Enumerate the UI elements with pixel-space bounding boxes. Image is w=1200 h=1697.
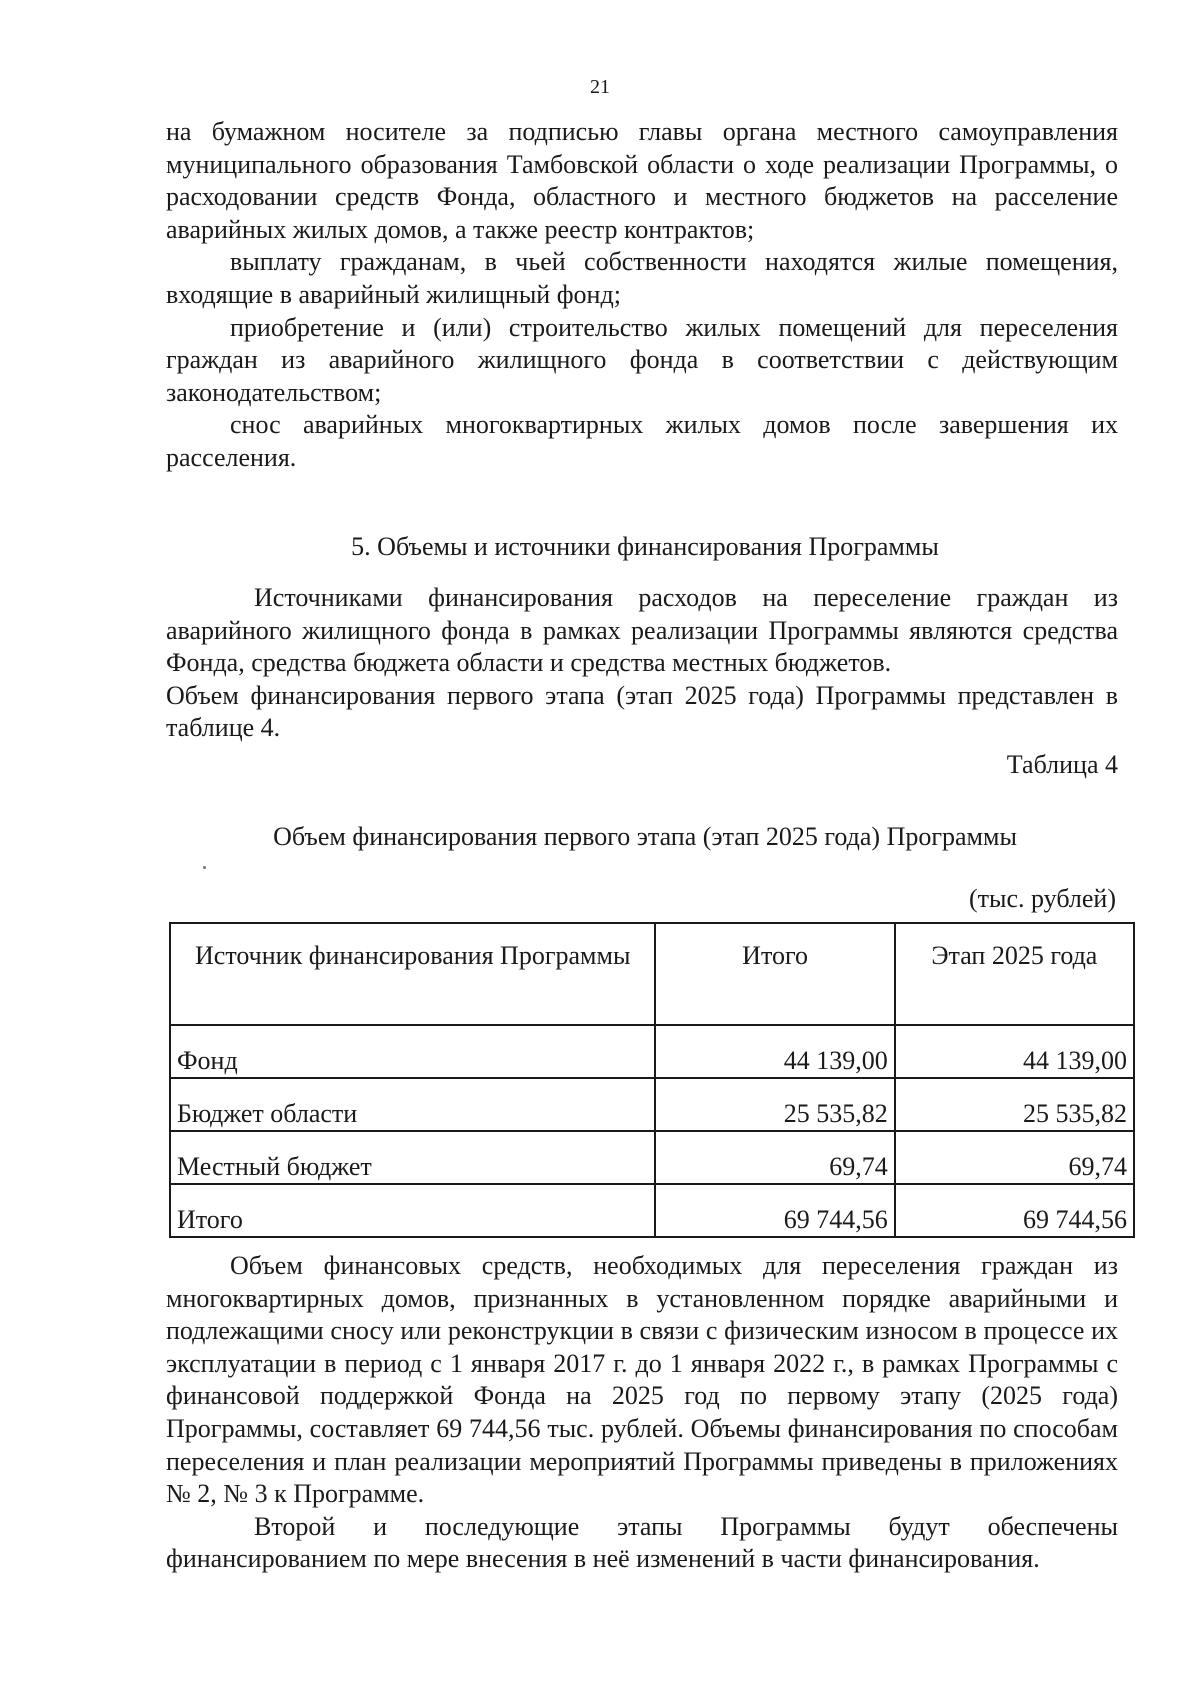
table-label: Таблица 4 — [1006, 750, 1118, 779]
intro-paragraph-2: выплату гражданам, в чьей собственности находятся жилые помещения, входящие в аварийный жилищный фонд; — [166, 247, 1118, 309]
row-source: Фонд — [170, 1025, 655, 1078]
row-total: 25 535,82 — [655, 1078, 894, 1131]
page-number: 21 — [590, 76, 610, 98]
table-row-total — [170, 1184, 1134, 1237]
table-header-row — [170, 923, 1134, 1025]
section-body — [166, 582, 1118, 745]
intro-paragraph-4: снос аварийных многоквартирных жилых домов после завершения их расселения. — [166, 410, 1118, 472]
intro-paragraph-3: приобретение и (или) строительство жилых помещений для переселения граждан из аварийного жилищного фонда в соответствии с действующим законодательством; — [166, 312, 1118, 407]
table-row — [170, 1078, 1134, 1131]
closing-block — [166, 1250, 1118, 1576]
intro-block — [166, 116, 1118, 475]
table-row — [170, 1131, 1134, 1184]
closing-paragraph-1: Объем финансовых средств, необходимых для переселения граждан из многоквартирных домов, признанных в установленном порядке аварийными и подлежащими сносу или реконструкции в связи с физическим износом в процессе их эксплуатации в период с 1 января 2017 г. до 1 января 2022 г., в рамках Программы с финансовой поддержкой Фонда на 2025 год по первому этапу (2025 года) Программы, составляет 69 744,56 тыс. рублей. Объемы финансирования по способам переселения и план реализации мероприятий Программы приведены в приложениях № 2, № 3 к Программе. — [166, 1251, 1118, 1509]
closing-paragraph-2: Второй и последующие этапы Программы будут обеспечены финансированием по мере внесения в неё изменений в части финансирования. — [166, 1511, 1118, 1574]
row-total: 44 139,00 — [655, 1025, 894, 1078]
section-heading: 5. Объемы и источники финансирования Программы — [351, 532, 939, 561]
section-paragraph-1: Источниками финансирования расходов на переселение граждан из аварийного жилищного фонда в рамках реализации Программы являются средства Фонда, средства бюджета области и средства местных бюджетов. — [166, 583, 1118, 678]
row-total: 69,74 — [655, 1131, 894, 1184]
intro-paragraph-1: на бумажном носителе за подписью главы органа местного самоуправления муниципального образования Тамбовской области о ходе реализации Программы, о расходовании средств Фонда, областного и местного бюджетов на расселение аварийных жилых домов, а также реестр контрактов; — [166, 117, 1118, 244]
table-units: (тыс. рублей) — [968, 884, 1116, 913]
table-row — [170, 1025, 1134, 1078]
scan-speck — [203, 866, 206, 869]
financing-table — [169, 922, 1135, 1238]
row-source: Местный бюджет — [170, 1131, 655, 1184]
row-stage-2025: 44 139,00 — [895, 1025, 1134, 1078]
row-stage-2025: 25 535,82 — [895, 1078, 1134, 1131]
table-caption: Объем финансирования первого этапа (этап 2025 года) Программы — [273, 822, 1017, 851]
row-stage-2025: 69 744,56 — [895, 1184, 1134, 1237]
section-paragraph-2: Объем финансирования первого этапа (этап 2025 года) Программы представлен в таблице 4. — [166, 680, 1118, 743]
header-total: Итого — [655, 923, 894, 1025]
header-stage-2025: Этап 2025 года — [895, 923, 1134, 1025]
row-source: Бюджет области — [170, 1078, 655, 1131]
row-total: 69 744,56 — [655, 1184, 894, 1237]
row-stage-2025: 69,74 — [895, 1131, 1134, 1184]
header-source: Источник финансирования Программы — [170, 923, 655, 1025]
row-source: Итого — [170, 1184, 655, 1237]
